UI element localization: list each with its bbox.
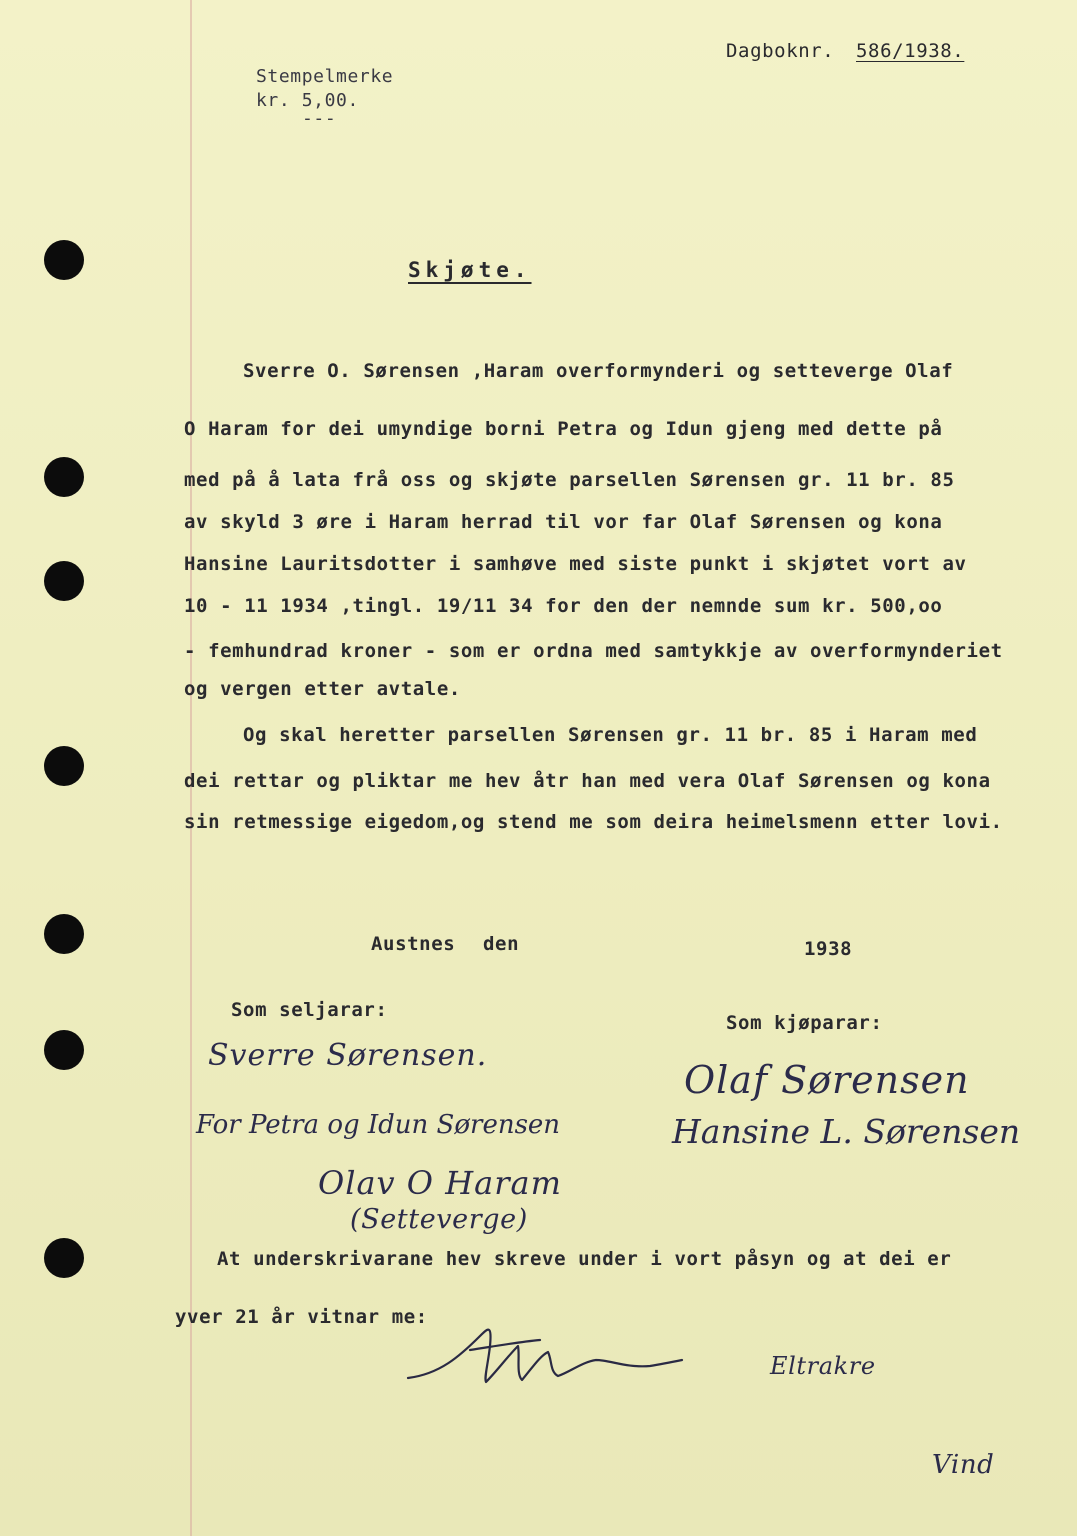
place-den: den (483, 933, 520, 955)
body-line: O Haram for dei umyndige borni Petra og Idun gjeng med dette på (184, 418, 943, 440)
corner-mark: Vind (932, 1450, 995, 1480)
signature-buyer-hansine: Hansine L. Sørensen (672, 1112, 1021, 1151)
body-line: Og skal heretter parsellen Sørensen gr. 11 br. 85 i Haram med (243, 724, 978, 746)
witness-place: Eltrakre (770, 1352, 876, 1380)
body-line: Sverre O. Sørensen ,Haram overformynderi og setteverge Olaf (243, 360, 954, 382)
body-line: 10 - 11 1934 ,tingl. 19/11 34 for den der nemnde sum kr. 500,oo (184, 595, 943, 617)
signature-seller-sverre: Sverre Sørensen. (208, 1038, 488, 1073)
stamp-label: Stempelmerke (256, 66, 394, 87)
sellers-label: Som seljarar: (231, 999, 388, 1021)
body-line: med på å lata frå oss og skjøte parsellen Sørensen gr. 11 br. 85 (184, 469, 955, 491)
witness-line: yver 21 år vitnar me: (175, 1306, 428, 1328)
witness-line: At underskrivarane hev skreve under i vort påsyn og at dei er (217, 1248, 952, 1270)
punch-hole (44, 914, 84, 954)
stamp-dash: --- (302, 108, 337, 129)
place-name: Austnes (371, 933, 456, 955)
punch-hole (44, 746, 84, 786)
body-line: av skyld 3 øre i Haram herrad til vor far Olaf Sørensen og kona (184, 511, 943, 533)
punch-hole (44, 1030, 84, 1070)
punch-hole (44, 240, 84, 280)
buyers-label: Som kjøparar: (726, 1012, 883, 1034)
dagbok-label: Dagboknr. (726, 40, 835, 62)
body-line: og vergen etter avtale. (184, 678, 461, 700)
signature-seller-role: (Setteverge) (350, 1204, 528, 1235)
dagbok-number: 586/1938. (856, 40, 965, 62)
signature-seller-petra-idun: For Petra og Idun Sørensen (196, 1110, 561, 1140)
body-line: sin retmessige eigedom,og stend me som deira heimelsmenn etter lovi. (184, 811, 1003, 833)
body-line: dei rettar og pliktar me hev åtr han med vera Olaf Sørensen og kona (184, 770, 991, 792)
document-title: Skjøte. (408, 258, 532, 282)
body-line: - femhundrad kroner - som er ordna med samtykkje av overformynderiet (184, 640, 1003, 662)
signature-buyer-olaf: Olaf Sørensen (684, 1058, 970, 1102)
body-line: Hansine Lauritsdotter i samhøve med siste punkt i skjøtet vort av (184, 553, 967, 575)
punch-hole (44, 1238, 84, 1278)
place-year: 1938 (804, 938, 853, 960)
punch-hole (44, 457, 84, 497)
stamp-amount: kr. 5,00. (256, 90, 359, 111)
punch-hole (44, 561, 84, 601)
witness-signature-mark (400, 1316, 690, 1400)
signature-seller-olav: Olav O Haram (318, 1164, 562, 1202)
